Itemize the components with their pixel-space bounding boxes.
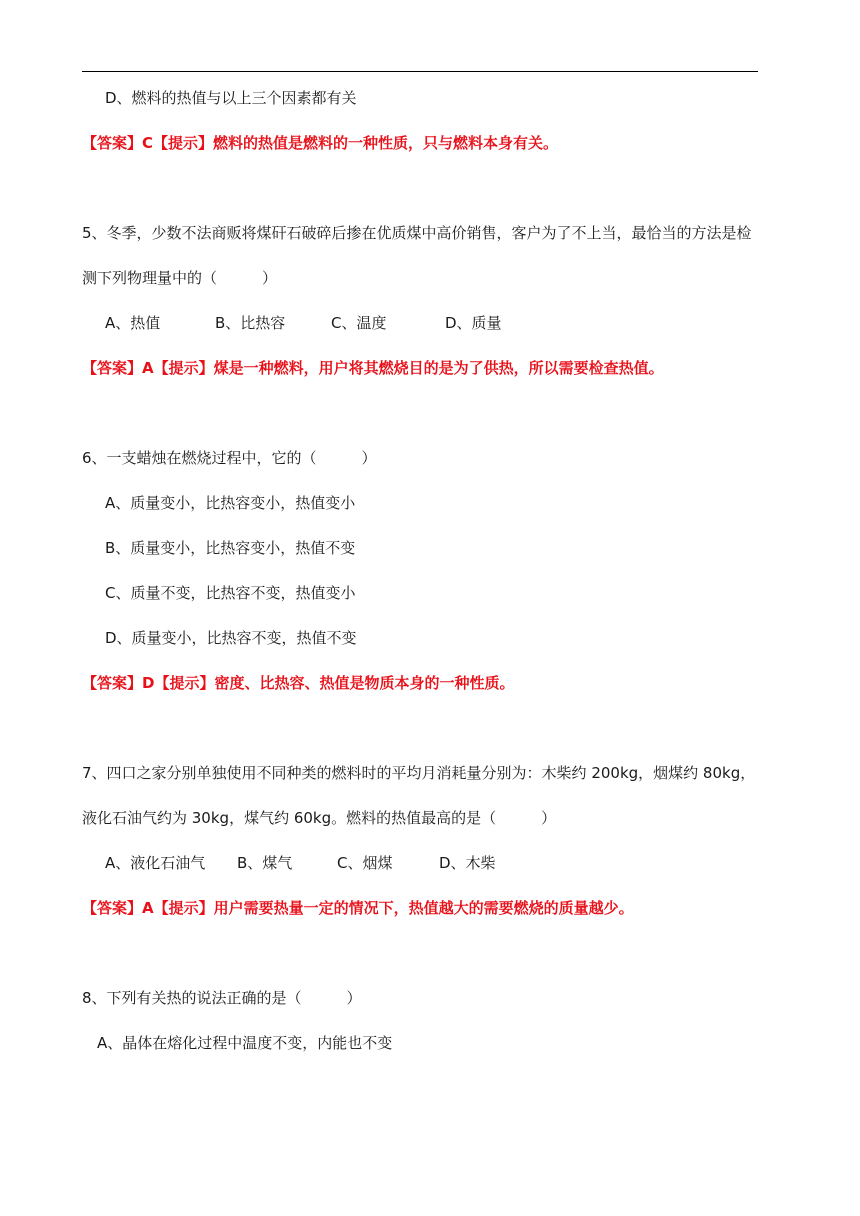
q4-answer: 【答案】C【提示】燃料的热值是燃料的一种性质，只与燃料本身有关。 (82, 134, 559, 152)
q5-option-b: B、比热容 (215, 314, 286, 332)
q5-option-c: C、温度 (331, 314, 387, 332)
q6-option-d: D、质量变小，比热容不变，热值不变 (105, 629, 357, 647)
q7-option-c: C、烟煤 (337, 854, 393, 872)
q8-stem: 8、下列有关热的说法正确的是（ ） (82, 989, 362, 1007)
q6-option-c: C、质量不变，比热容不变，热值变小 (105, 584, 356, 602)
q6-stem: 6、一支蜡烛在燃烧过程中，它的（ ） (82, 449, 377, 467)
q5-stem-line1: 5、冬季，少数不法商贩将煤矸石破碎后掺在优质煤中高价销售，客户为了不上当，最恰当的方法是检 (82, 224, 752, 242)
q5-stem-line2: 测下列物理量中的（ ） (82, 269, 278, 287)
header-rule (82, 71, 758, 72)
q5-option-d: D、质量 (445, 314, 502, 332)
q7-stem-line1: 7、四口之家分别单独使用不同种类的燃料时的平均月消耗量分别为：木柴约 200kg，烟煤约 80kg， (82, 764, 756, 782)
q5-answer: 【答案】A【提示】煤是一种燃料，用户将其燃烧目的是为了供热，所以需要检查热值。 (82, 359, 664, 377)
q6-answer: 【答案】D【提示】密度、比热容、热值是物质本身的一种性质。 (82, 674, 515, 692)
q7-option-d: D、木柴 (439, 854, 496, 872)
q7-option-a: A、液化石油气 (105, 854, 206, 872)
q6-option-a: A、质量变小，比热容变小，热值变小 (105, 494, 356, 512)
q5-option-a: A、热值 (105, 314, 161, 332)
q4-option-d: D、燃料的热值与以上三个因素都有关 (105, 89, 357, 107)
q7-answer: 【答案】A【提示】用户需要热量一定的情况下，热值越大的需要燃烧的质量越少。 (82, 899, 634, 917)
q7-option-b: B、煤气 (237, 854, 293, 872)
q8-option-a: A、晶体在熔化过程中温度不变，内能也不变 (97, 1034, 393, 1052)
q6-option-b: B、质量变小，比热容变小，热值不变 (105, 539, 356, 557)
q7-stem-line2: 液化石油气约为 30kg，煤气约 60kg。燃料的热值最高的是（ ） (82, 809, 557, 827)
